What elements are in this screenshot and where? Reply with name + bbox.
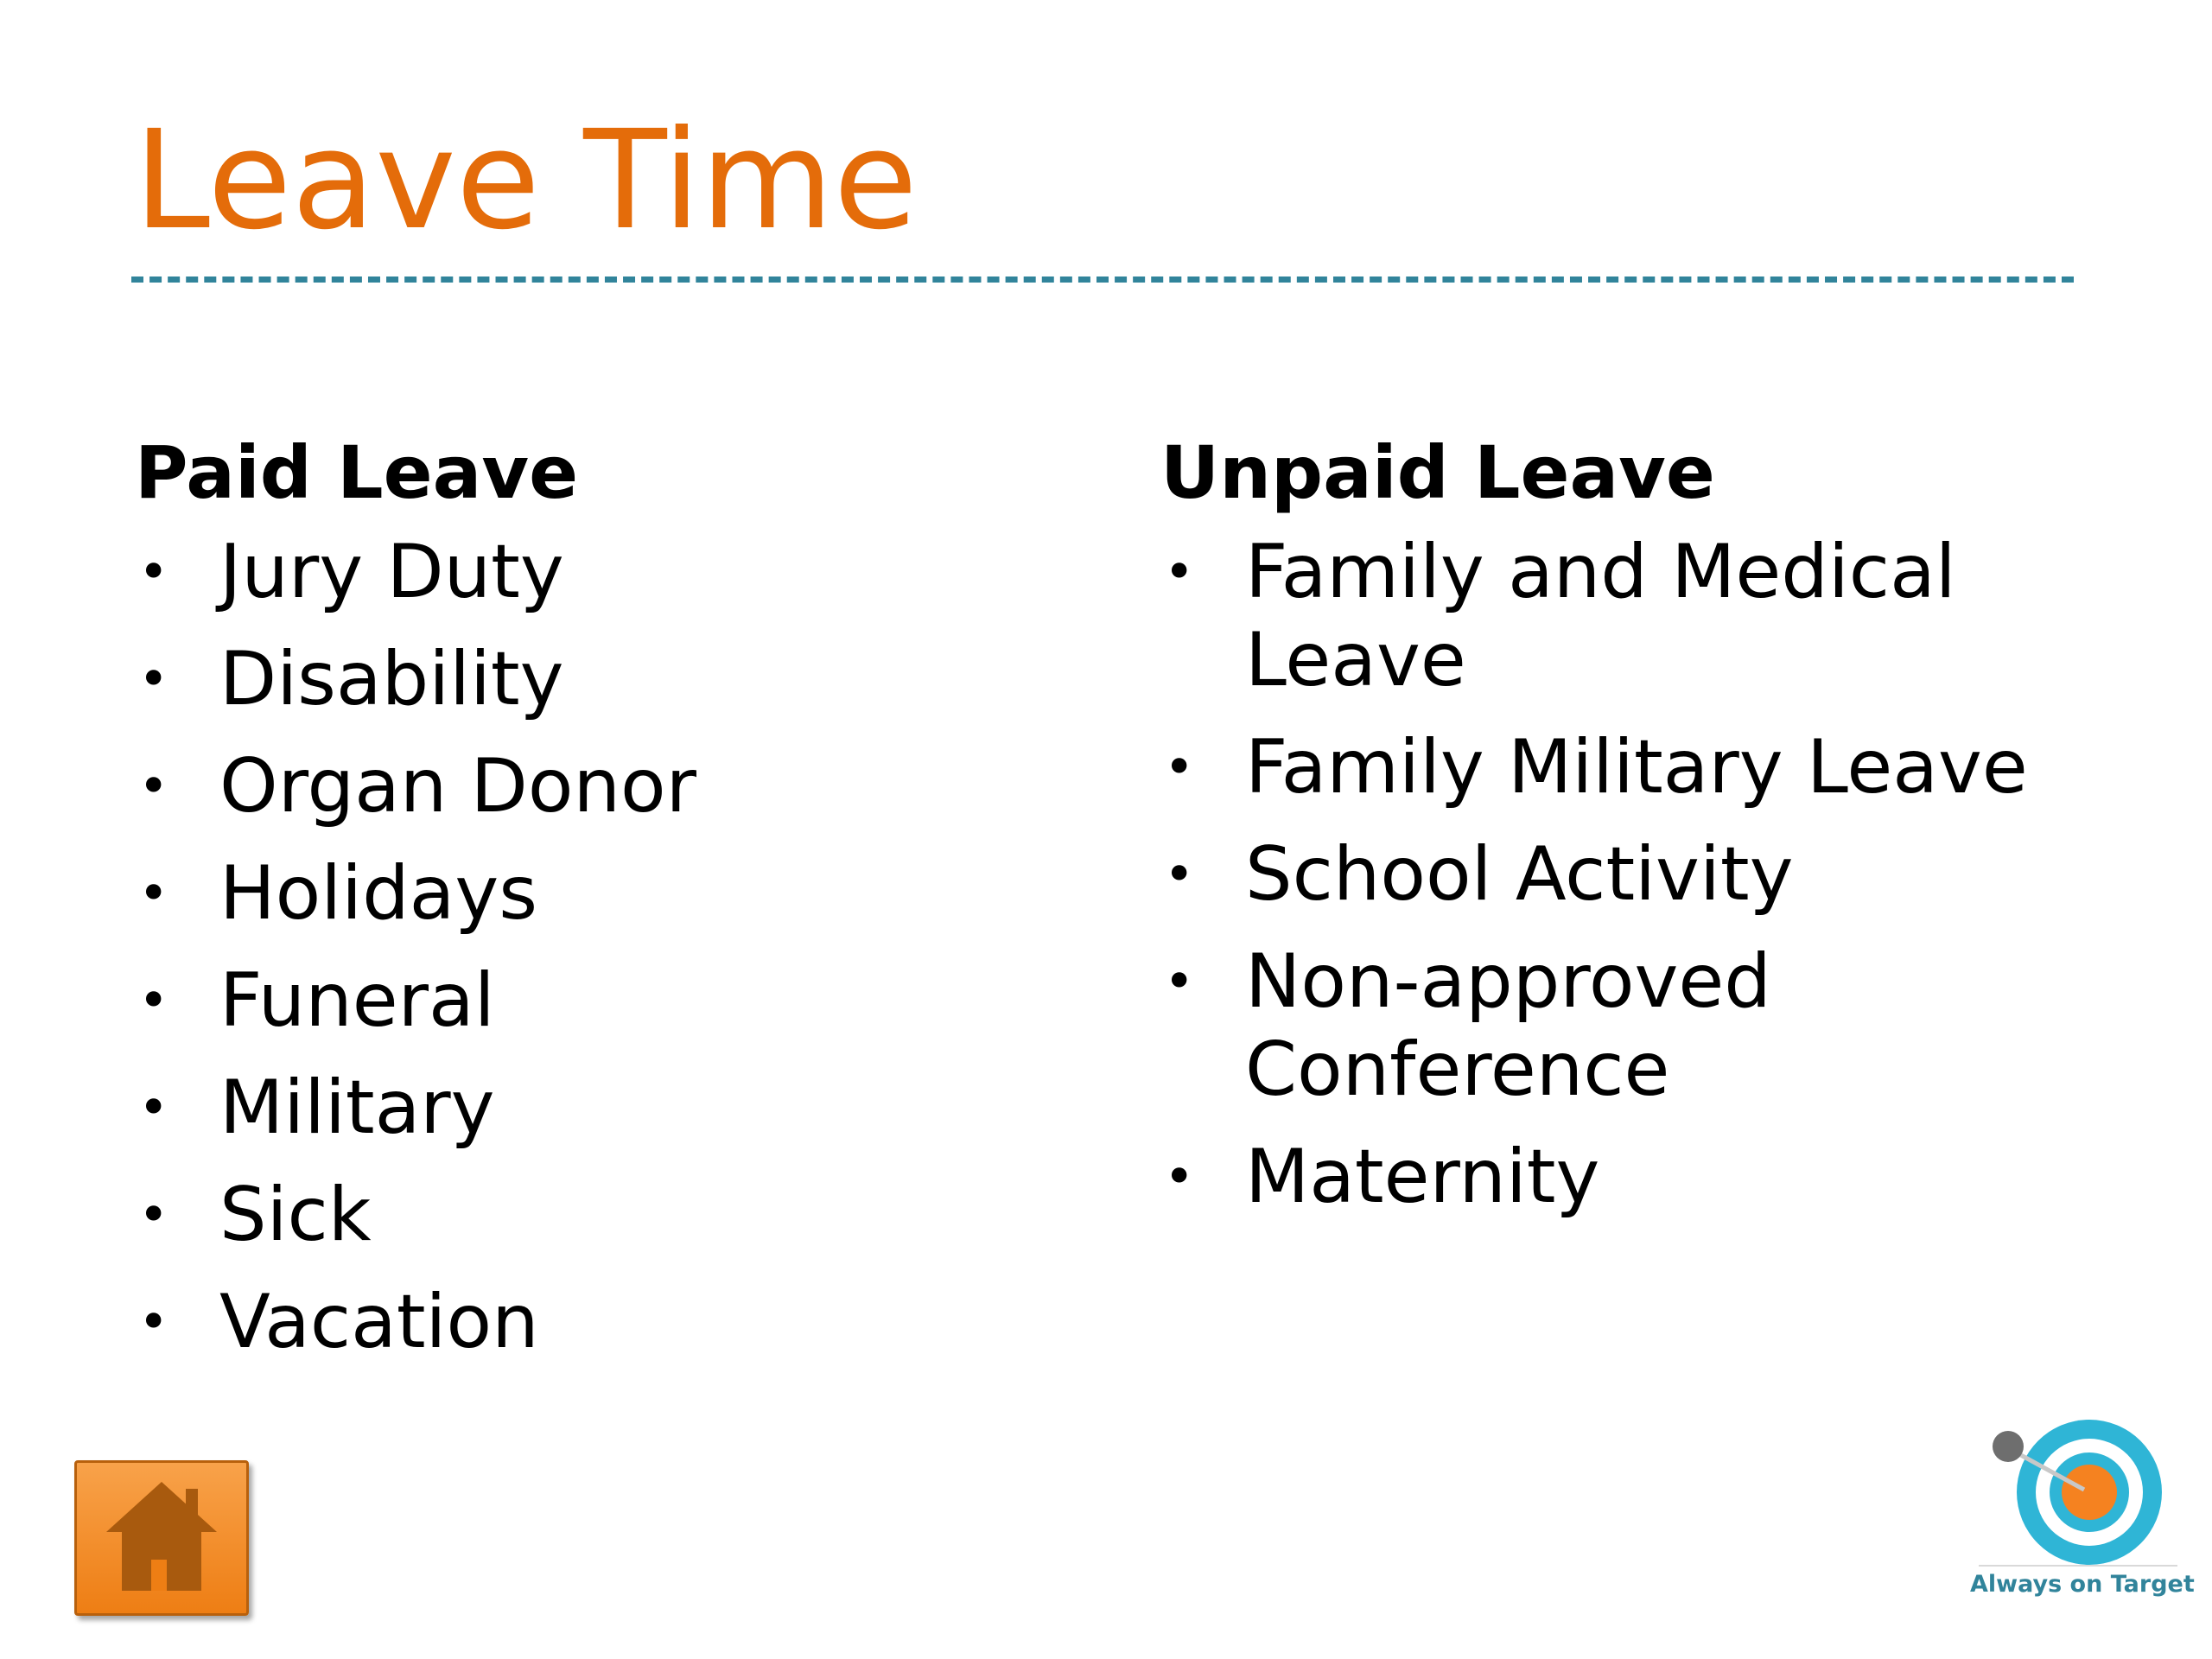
list-item <box>135 1064 1085 1152</box>
bullet-icon: • <box>138 863 169 924</box>
list-item <box>135 742 1085 830</box>
bullet-icon: • <box>138 756 169 817</box>
paid-leave-heading: Paid Leave <box>135 430 579 515</box>
target-icon <box>1970 1407 2184 1571</box>
title-divider <box>131 276 2074 283</box>
bullet-icon: • <box>1164 951 1195 1012</box>
slide-title: Leave Time <box>134 101 918 260</box>
list-item-text: Non-approved Conference <box>1245 938 1771 1113</box>
list-item <box>135 1278 1085 1366</box>
home-icon <box>103 1478 220 1596</box>
bullet-icon: • <box>138 542 169 602</box>
list-item-text: Family Military Leave <box>1245 724 2028 810</box>
list-item-text: Organ Donor <box>219 743 696 830</box>
brand-logo <box>1970 1407 2195 1614</box>
list-item <box>1160 830 2094 918</box>
unpaid-leave-list <box>1160 528 2094 1221</box>
list-item-text: Disability <box>219 636 564 722</box>
unpaid-leave-column <box>1160 428 2094 1240</box>
list-item <box>135 1171 1085 1259</box>
bullet-icon: • <box>1164 737 1195 798</box>
paid-leave-list <box>135 528 1085 1366</box>
list-item <box>1160 723 2094 811</box>
logo-caption: Always on Target <box>1970 1571 2195 1598</box>
list-item <box>135 957 1085 1045</box>
list-item-text: Military <box>219 1065 495 1151</box>
list-item <box>135 849 1085 938</box>
list-item-text: School Activity <box>1245 831 1794 918</box>
bullet-icon: • <box>138 1185 169 1245</box>
bullet-icon: • <box>1164 844 1195 905</box>
paid-leave-column <box>135 428 1085 1385</box>
list-item <box>135 528 1085 616</box>
list-item-text: Family and Medical Leave <box>1245 529 1956 703</box>
list-item-text: Maternity <box>1245 1134 1600 1220</box>
bullet-icon: • <box>1164 542 1195 602</box>
list-item <box>1160 1133 2094 1221</box>
list-item-text: Funeral <box>219 957 495 1044</box>
list-item-text: Jury Duty <box>219 529 564 615</box>
unpaid-leave-heading: Unpaid Leave <box>1160 430 1715 515</box>
list-item <box>135 635 1085 723</box>
list-item-text: Sick <box>219 1172 372 1258</box>
list-item <box>1160 938 2094 1114</box>
list-item-text: Holidays <box>219 850 538 937</box>
bullet-icon: • <box>138 1077 169 1138</box>
list-item-text: Vacation <box>219 1279 539 1365</box>
bullet-icon: • <box>138 970 169 1031</box>
list-item <box>1160 528 2094 704</box>
bullet-icon: • <box>138 649 169 709</box>
bullet-icon: • <box>1164 1147 1195 1207</box>
bullet-icon: • <box>138 1292 169 1352</box>
home-button[interactable] <box>74 1460 249 1616</box>
